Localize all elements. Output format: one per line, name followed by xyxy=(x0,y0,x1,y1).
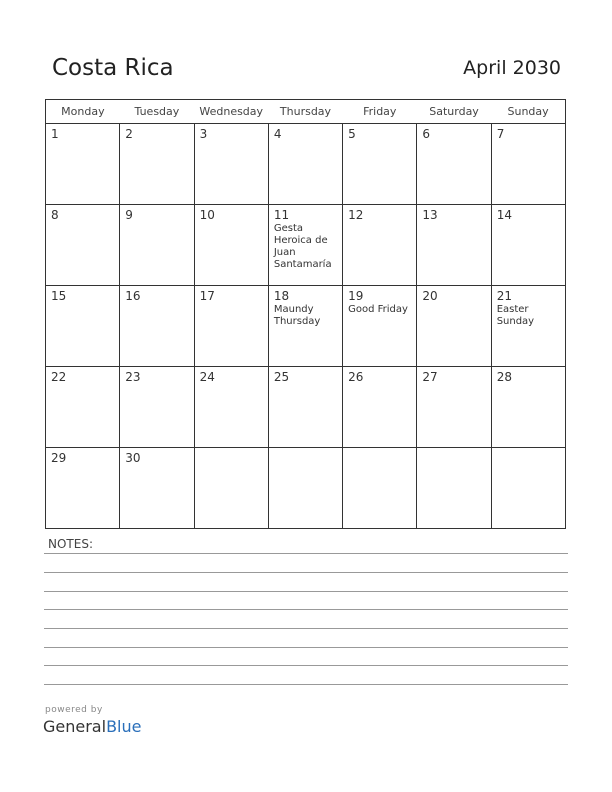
calendar-day-cell xyxy=(46,286,120,367)
note-line xyxy=(44,572,568,573)
calendar-day-cell xyxy=(194,367,268,448)
holiday-label: Easter Sunday xyxy=(496,304,535,327)
calendar-day-cell xyxy=(343,124,417,205)
day-number: 2 xyxy=(125,127,133,141)
day-number: 24 xyxy=(199,370,215,384)
note-line xyxy=(44,591,568,592)
day-number: 17 xyxy=(199,289,215,303)
day-number: 8 xyxy=(51,208,59,222)
day-number: 15 xyxy=(51,289,67,303)
month-year-title: April 2030 xyxy=(463,57,561,79)
calendar-day-cell xyxy=(268,205,342,286)
calendar-day-cell xyxy=(268,124,342,205)
holiday-label: Gesta Heroica de Juan Santamaría xyxy=(273,223,332,270)
calendar-day-cell xyxy=(343,286,417,367)
weekday-friday: Friday xyxy=(343,100,417,124)
calendar-week-row xyxy=(46,367,566,448)
calendar-day-cell xyxy=(491,286,565,367)
weekday-header-row xyxy=(46,100,566,124)
calendar-week-row xyxy=(46,124,566,205)
holiday-label: Maundy Thursday xyxy=(273,304,321,327)
note-line xyxy=(44,647,568,648)
day-number: 1 xyxy=(51,127,59,141)
powered-by-text: powered by xyxy=(45,705,103,715)
brand-general: General xyxy=(43,717,107,736)
day-number: 6 xyxy=(422,127,431,141)
calendar-day-cell xyxy=(120,205,194,286)
calendar-day-cell xyxy=(268,448,342,529)
note-line xyxy=(44,553,568,554)
calendar-day-cell xyxy=(343,448,417,529)
day-number: 5 xyxy=(348,127,356,141)
day-number: 10 xyxy=(199,208,215,222)
day-number: 3 xyxy=(199,127,208,141)
day-number: 27 xyxy=(422,370,438,384)
day-number: 7 xyxy=(496,127,505,141)
calendar-day-cell xyxy=(194,448,268,529)
calendar-day-cell xyxy=(194,205,268,286)
day-number: 9 xyxy=(125,208,133,222)
calendar-week-row xyxy=(46,205,566,286)
calendar-day-cell xyxy=(491,205,565,286)
calendar-day-cell xyxy=(46,124,120,205)
weekday-wednesday: Wednesday xyxy=(194,100,268,124)
day-number: 23 xyxy=(125,370,141,384)
calendar-day-cell xyxy=(491,124,565,205)
day-number: 14 xyxy=(496,208,512,222)
holiday-label: Good Friday xyxy=(348,304,408,315)
calendar-day-cell xyxy=(417,448,491,529)
day-number: 25 xyxy=(273,370,290,384)
day-number: 12 xyxy=(348,208,364,222)
day-number: 20 xyxy=(422,289,438,303)
calendar-day-cell xyxy=(343,205,417,286)
calendar-week-row xyxy=(46,448,566,529)
calendar-day-cell xyxy=(194,286,268,367)
day-number: 22 xyxy=(51,370,67,384)
day-number: 19 xyxy=(348,289,364,303)
calendar-day-cell xyxy=(343,367,417,448)
weekday-sunday: Sunday xyxy=(491,100,565,124)
calendar-day-cell xyxy=(46,205,120,286)
day-number: 4 xyxy=(273,127,282,141)
calendar-day-cell xyxy=(417,205,491,286)
calendar-day-cell xyxy=(120,448,194,529)
calendar-weeks xyxy=(46,124,566,529)
day-number: 13 xyxy=(422,208,438,222)
calendar-day-cell xyxy=(194,124,268,205)
notes-label: NOTES: xyxy=(48,537,93,551)
weekday-tuesday: Tuesday xyxy=(120,100,194,124)
day-number: 21 xyxy=(496,289,512,303)
note-line xyxy=(44,684,568,685)
calendar-day-cell xyxy=(417,124,491,205)
calendar-day-cell xyxy=(268,286,342,367)
weekday-monday: Monday xyxy=(46,100,120,124)
brand-blue: Blue xyxy=(106,717,142,736)
weekday-saturday: Saturday xyxy=(417,100,491,124)
calendar-day-cell xyxy=(46,367,120,448)
calendar-day-cell xyxy=(417,286,491,367)
calendar-grid xyxy=(45,99,566,529)
calendar-day-cell xyxy=(417,367,491,448)
note-line xyxy=(44,628,568,629)
day-number: 18 xyxy=(273,289,290,303)
note-line xyxy=(44,609,568,610)
day-number: 16 xyxy=(125,289,141,303)
day-number: 11 xyxy=(273,208,290,222)
calendar-day-cell xyxy=(120,124,194,205)
day-number: 29 xyxy=(51,451,67,465)
calendar-day-cell xyxy=(120,367,194,448)
weekday-thursday: Thursday xyxy=(268,100,342,124)
day-number: 26 xyxy=(348,370,364,384)
country-title: Costa Rica xyxy=(52,55,174,81)
brand-logo xyxy=(43,717,141,736)
day-number: 30 xyxy=(125,451,141,465)
calendar-day-cell xyxy=(491,448,565,529)
calendar-day-cell xyxy=(46,448,120,529)
calendar-day-cell xyxy=(268,367,342,448)
calendar-week-row xyxy=(46,286,566,367)
note-line xyxy=(44,665,568,666)
calendar-day-cell xyxy=(120,286,194,367)
calendar-day-cell xyxy=(491,367,565,448)
day-number: 28 xyxy=(496,370,512,384)
